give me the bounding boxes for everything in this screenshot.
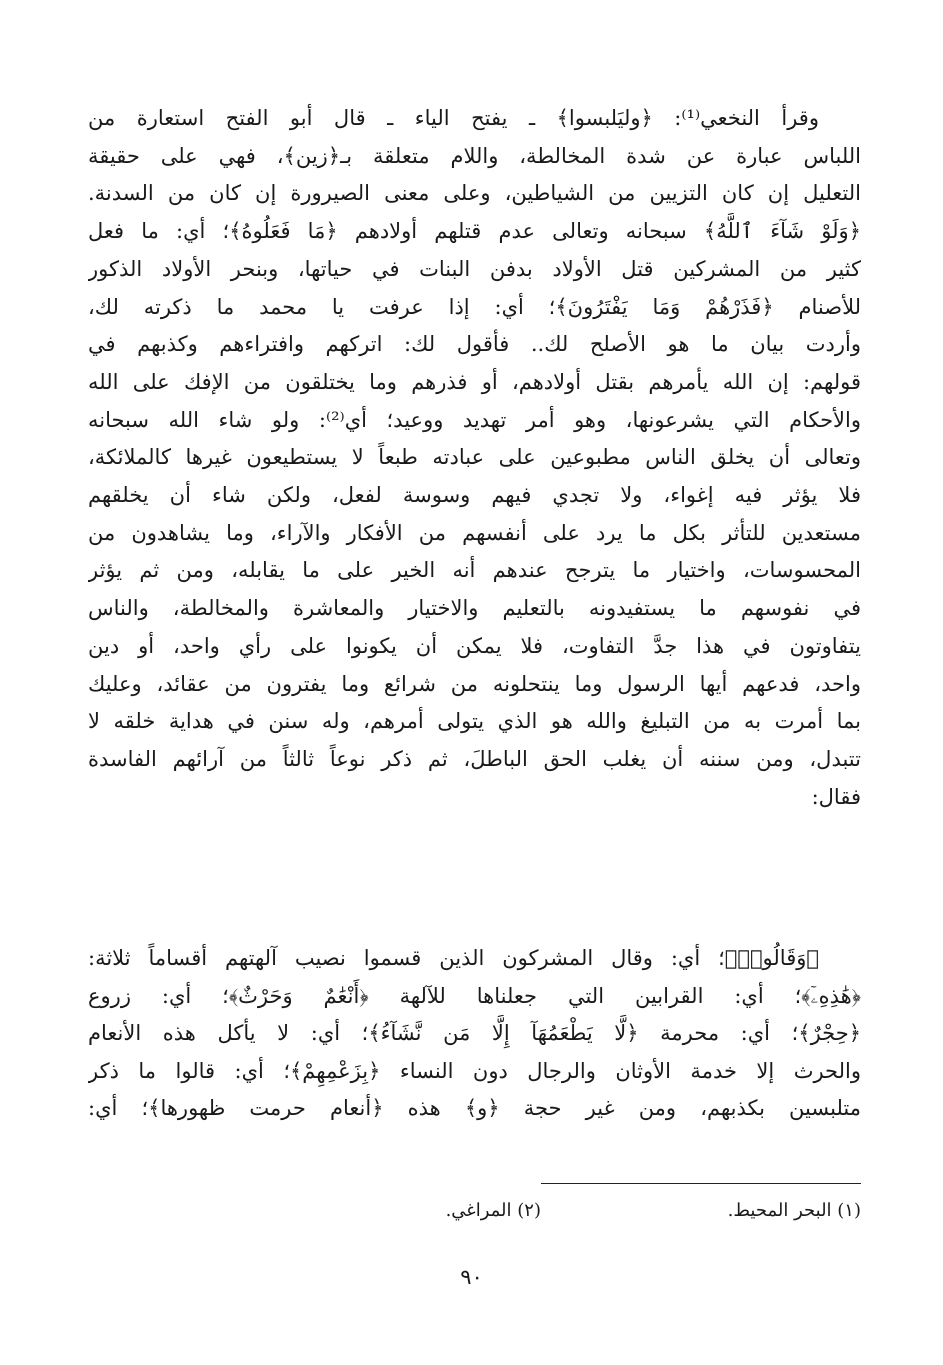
text-line: وأردت بيان ما هو الأصلح لك.. فأقول لك: اتركهم وافتراءهم وكذبهم في bbox=[88, 332, 861, 357]
body-paragraph-2 bbox=[88, 940, 861, 1128]
footnote-divider bbox=[541, 1183, 861, 1184]
text-line: كثير من المشركين قتل الأولاد بدفن البنات في حياتها، وبنحر الأولاد الذكور bbox=[88, 256, 861, 281]
text-line: ﴿حِجْرٌ﴾؛ أي: محرمة ﴿لَّا يَطْعَمُهَآ إِلَّا مَن نَّشَآءُ﴾؛ أي: لا يأكل هذه الأنعام bbox=[88, 1021, 861, 1045]
text-line: والحرث إلا خدمة الأوثان والرجال دون النساء ﴿بِزَعْمِهِمْ﴾؛ أي: قالوا ما ذكر bbox=[88, 1058, 861, 1083]
text-line: ﴿وَلَوْ شَآءَ ٱللَّهُ﴾ سبحانه وتعالى عدم قتلهم أولادهم ﴿مَا فَعَلُوهُ﴾؛ أي: ما فعل bbox=[88, 219, 861, 244]
footnote-2: (٢) المراغي. bbox=[445, 1200, 541, 1221]
text-line: التعليل إن كان التزيين من الشياطين، وعلى معنى الصيرورة إن كان من السدنة. bbox=[88, 181, 861, 206]
footnote-1: (١) البحر المحيط. bbox=[727, 1200, 861, 1221]
footnotes bbox=[81, 1200, 861, 1221]
text-line: قولهم: إن الله يأمرهم بقتل أولادهم، أو فذرهم وما يختلقون من الإفك على الله bbox=[88, 369, 861, 394]
text-line: والأحكام التي يشرعونها، وهو أمر تهديد ووعيد؛ أي⁽²⁾: ولو شاء الله سبحانه bbox=[88, 407, 861, 432]
text-line: اللباس عبارة عن شدة المخالطة، واللام متعلقة بـ﴿زين﴾، فهي على حقيقة bbox=[88, 143, 861, 168]
text-line: ﴿وَقَالُوا۟﴾؛ أي: وقال المشركون الذين قسموا نصيب آلهتهم أقساماً ثلاثة: bbox=[88, 946, 819, 970]
text-line: واحد، فدعهم أيها الرسول وما ينتحلونه من شرائع وما يفترون من عقائد، وعليك bbox=[88, 671, 861, 696]
text-line: وقرأ النخعي⁽¹⁾: ﴿وليَلبسوا﴾ ـ يفتح الياء ـ قال أبو الفتح استعارة من bbox=[88, 106, 819, 130]
text-line: ﴿هَٰذِهِۦٓ﴾؛ أي: القرابين التي جعلناها للآلهة ﴿أَنْعَٰمٌ وَحَرْثٌ﴾؛ أي: زروع bbox=[88, 983, 861, 1008]
text-line: متلبسين بكذبهم، ومن غير حجة ﴿و﴾ هذه ﴿أنعام حرمت ظهورها﴾؛ أي: bbox=[88, 1096, 861, 1120]
page-number: ٩٠ bbox=[460, 1265, 483, 1289]
text-line: يتفاوتون في هذا جدَّ التفاوت، فلا يمكن أن يكونوا على رأي واحد، أو دين bbox=[88, 633, 861, 658]
text-line: فلا يؤثر فيه إغواء، ولا تجدي فيهم وسوسة لفعل، ولكن شاء أن يخلقهم bbox=[88, 483, 861, 508]
body-paragraph-1 bbox=[88, 100, 861, 816]
text-line: مستعدين للتأثر بكل ما يرد على أنفسهم من الأفكار والآراء، وما يشاهدون من bbox=[88, 520, 861, 545]
text-line: وتعالى أن يخلق الناس مطبوعين على عبادته طبعاً لا يستطيعون غيرها كالملائكة، bbox=[88, 445, 861, 470]
text-line: بما أمرت به من التبليغ والله هو الذي يتولى أمرهم، وله سنن في هداية خلقه لا bbox=[88, 709, 861, 734]
text-line: للأصنام ﴿فَذَرْهُمْ وَمَا يَفْتَرُونَ﴾؛ أي: إذا عرفت يا محمد ما ذكرته لك، bbox=[88, 294, 861, 319]
text-line: في نفوسهم ما يستفيدونه بالتعليم والاختيار والمعاشرة والمخالطة، والناس bbox=[88, 596, 861, 621]
text-line: تتبدل، ومن سننه أن يغلب الحق الباطلَ، ثم ذكر نوعاً ثالثاً من آرائهم الفاسدة bbox=[88, 746, 861, 771]
text-line: المحسوسات، واختيار ما يترجح عندهم أنه الخير على ما يقابله، ومن ثم يؤثر bbox=[88, 558, 861, 583]
text-line: فقال: bbox=[811, 784, 861, 809]
